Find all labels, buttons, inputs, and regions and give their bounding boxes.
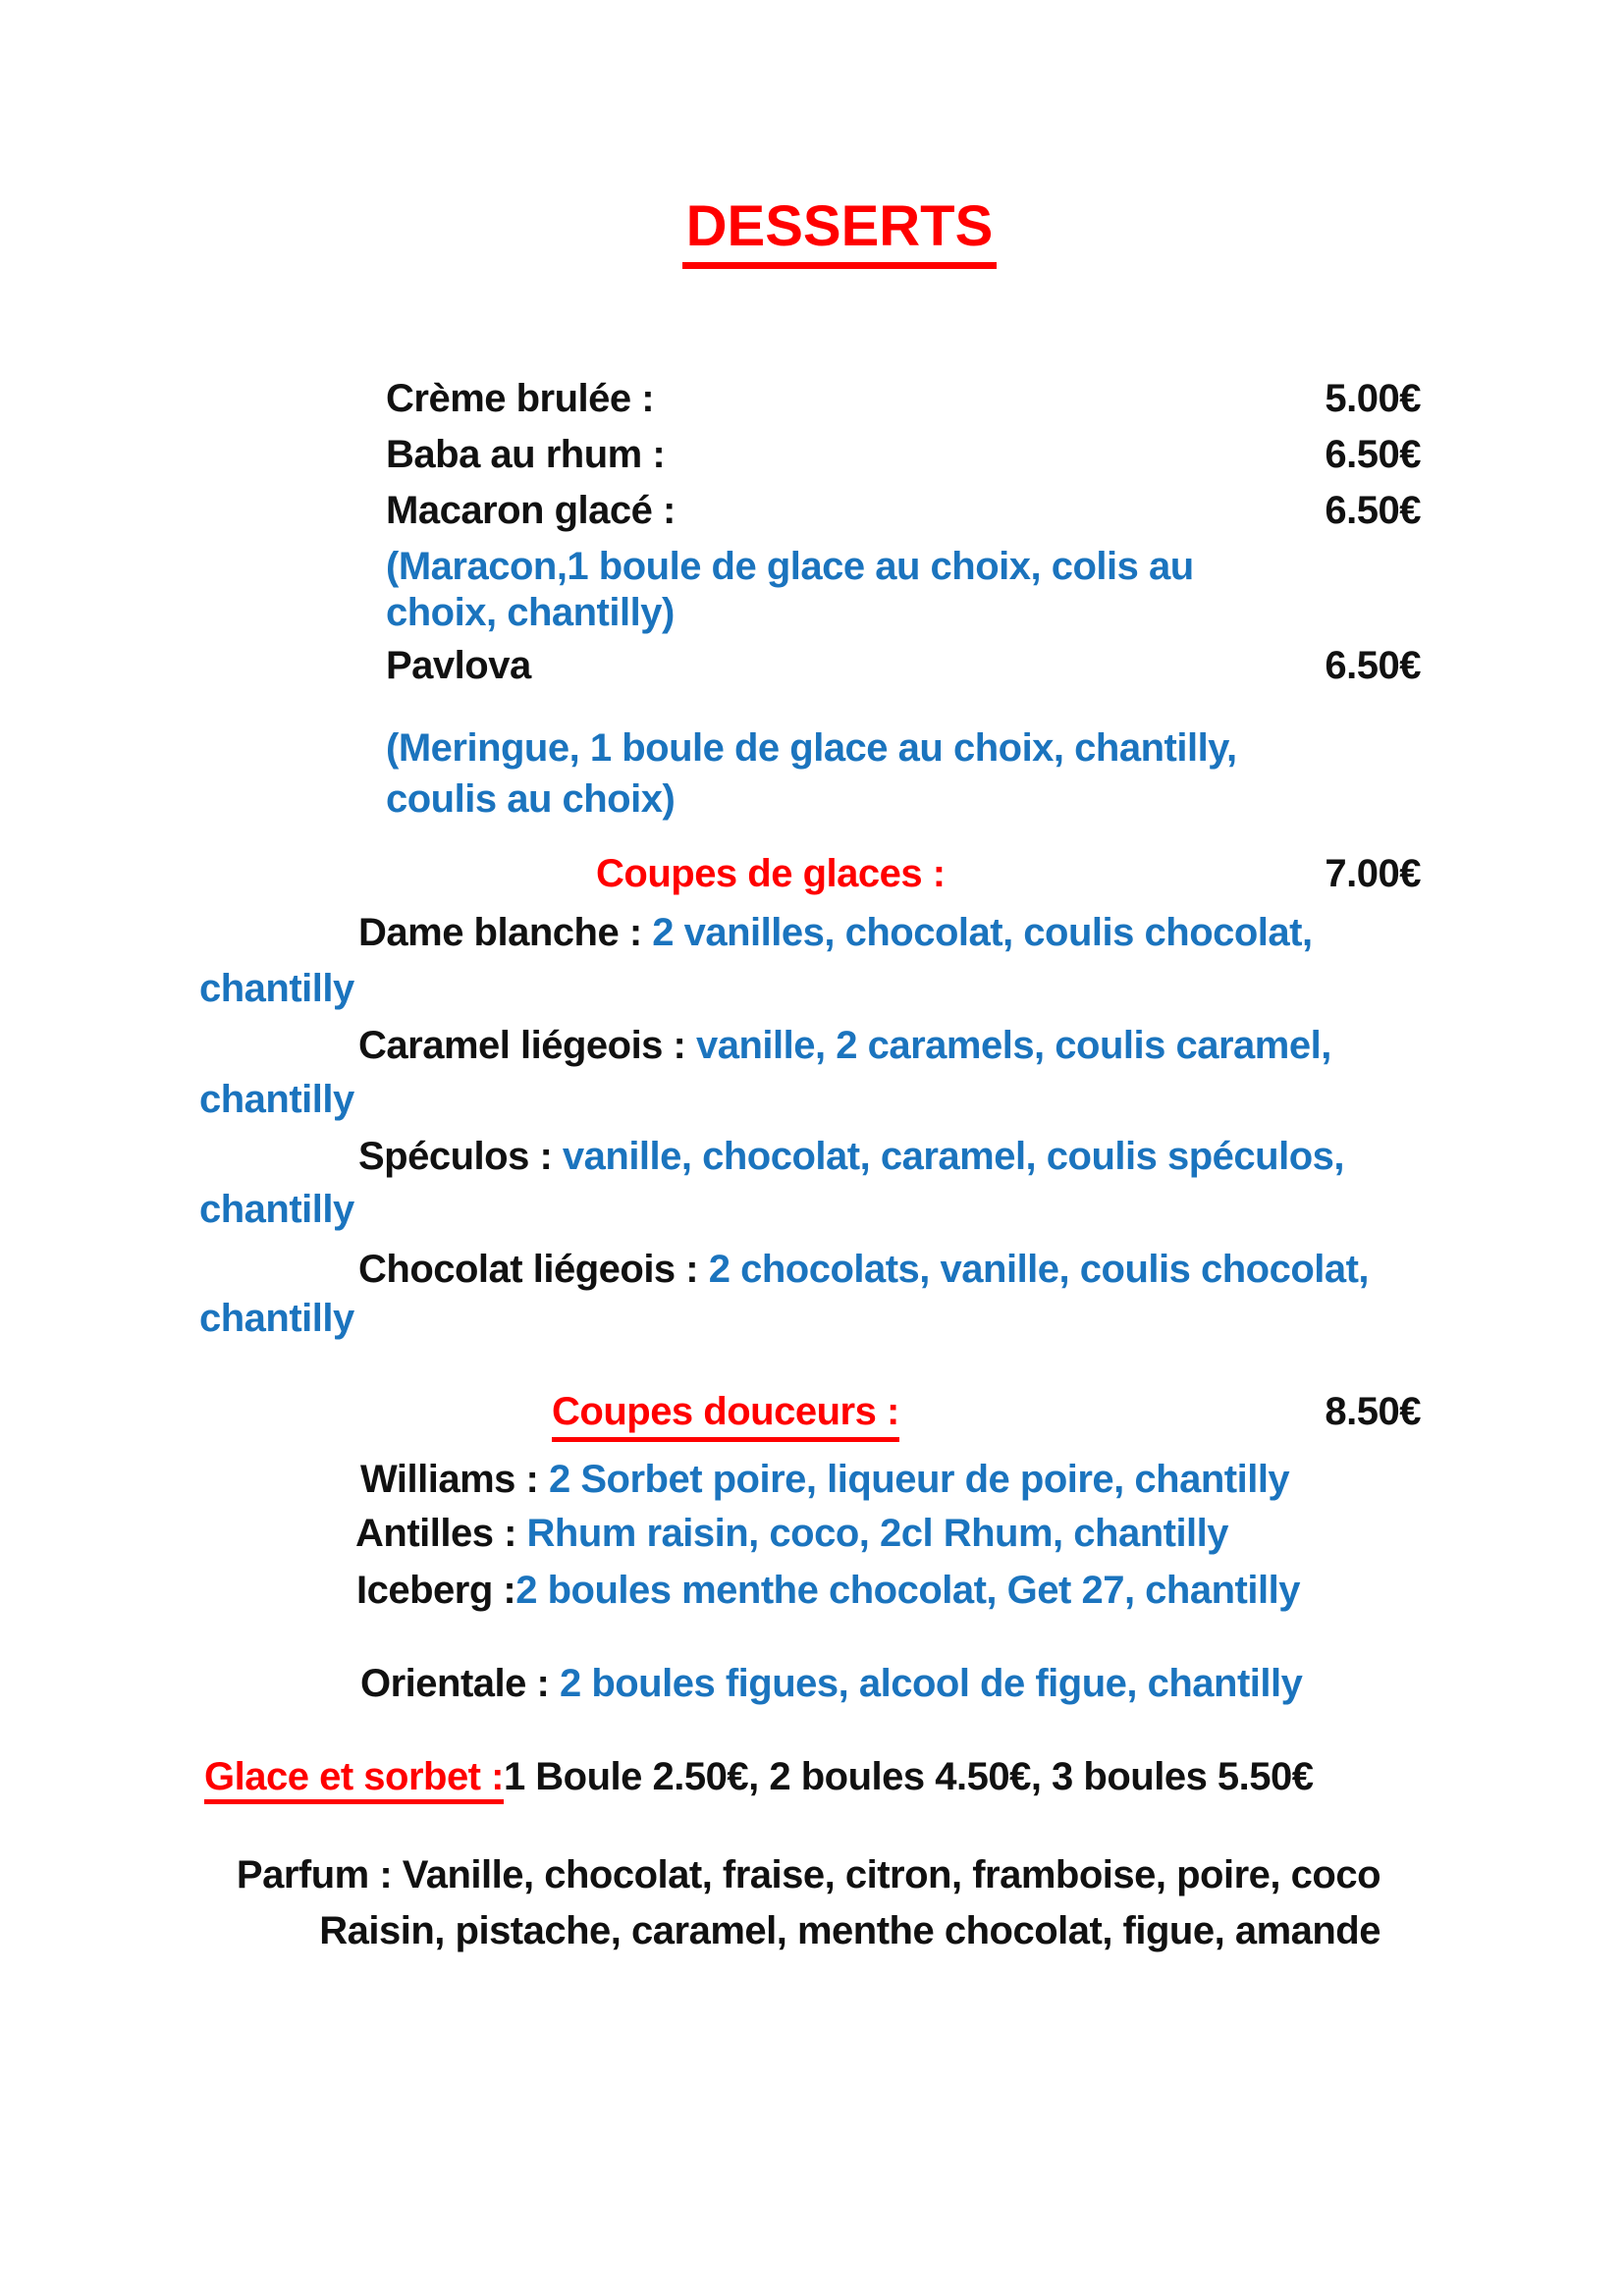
menu-item-row	[386, 375, 1421, 423]
coupe-label: Iceberg :	[356, 1569, 516, 1612]
coupe-entry-line	[358, 1246, 1369, 1294]
menu-item-row	[386, 487, 1421, 535]
glace-et-sorbet-label: Glace et sorbet :	[204, 1755, 504, 1804]
coupe-desc: vanille, chocolat, caramel, coulis spéculos,	[562, 1135, 1344, 1178]
section-price: 7.00€	[1325, 852, 1421, 895]
page-title-wrap	[0, 195, 1624, 269]
coupe-wrap-line: chantilly	[199, 1297, 354, 1340]
item-price: 6.50€	[1325, 644, 1421, 687]
coupe-desc: 2 chocolats, vanille, coulis chocolat,	[708, 1248, 1370, 1291]
coupe-wrap-line: chantilly	[199, 1188, 354, 1231]
pavlova-note-line: (Meringue, 1 boule de glace au choix, chantilly,	[386, 726, 1237, 770]
coupe-desc: 2 Sorbet poire, liqueur de poire, chantilly	[548, 1458, 1290, 1501]
coupe-label: Orientale :	[360, 1662, 560, 1705]
coupe-desc: 2 boules figues, alcool de figue, chantilly	[559, 1662, 1303, 1705]
coupe-label: Dame blanche :	[358, 911, 653, 954]
item-name: Crème brulée :	[386, 377, 655, 420]
macaron-note-line: (Maracon,1 boule de glace au choix, colis au	[386, 545, 1194, 588]
section-heading: Coupes de glaces :	[596, 852, 946, 895]
item-name: Pavlova	[386, 644, 531, 687]
section-heading: Coupes douceurs :	[552, 1388, 899, 1442]
parfum-line: Raisin, pistache, caramel, menthe chocolat, figue, amande	[319, 1909, 1380, 1952]
coupe-entry-line	[360, 1456, 1289, 1504]
coupe-desc: 2 vanilles, chocolat, coulis chocolat,	[652, 911, 1313, 954]
pavlova-note-line: coulis au choix)	[386, 777, 676, 821]
coupe-label: Spéculos :	[358, 1135, 563, 1178]
coupe-entry-line	[360, 1660, 1302, 1708]
coupe-wrap-line: chantilly	[199, 1078, 354, 1121]
section-price: 8.50€	[1325, 1390, 1421, 1433]
coupes-de-glaces-heading-row	[596, 850, 1421, 898]
macaron-note-line: choix, chantilly)	[386, 591, 675, 634]
page-title: DESSERTS	[682, 195, 998, 269]
coupe-label: Caramel liégeois :	[358, 1024, 696, 1067]
item-price: 6.50€	[1325, 433, 1421, 476]
coupe-entry-line	[358, 1022, 1331, 1070]
coupe-label: Antilles :	[355, 1512, 527, 1555]
item-price: 6.50€	[1325, 489, 1421, 532]
coupe-desc: vanille, 2 caramels, coulis caramel,	[695, 1024, 1331, 1067]
coupe-desc: 2 boules menthe chocolat, Get 27, chantilly	[515, 1569, 1300, 1612]
item-name: Baba au rhum :	[386, 433, 666, 476]
menu-item-row	[386, 642, 1421, 690]
coupe-label: Chocolat liégeois :	[358, 1248, 709, 1291]
coupe-wrap-line: chantilly	[199, 967, 354, 1010]
parfum-line: Parfum : Vanille, chocolat, fraise, citron, framboise, poire, coco	[236, 1853, 1380, 1896]
coupe-desc: Rhum raisin, coco, 2cl Rhum, chantilly	[526, 1512, 1229, 1555]
coupes-douceurs-heading-row	[552, 1388, 1421, 1442]
coupe-entry-line	[355, 1510, 1228, 1558]
coupe-entry-line	[356, 1567, 1300, 1615]
parfum-block	[0, 1847, 1380, 1959]
item-price: 5.00€	[1325, 377, 1421, 420]
glace-et-sorbet-prices: 1 Boule 2.50€, 2 boules 4.50€, 3 boules 5.50€	[503, 1755, 1314, 1798]
item-name: Macaron glacé :	[386, 489, 676, 532]
coupe-label: Williams :	[360, 1458, 549, 1501]
coupe-entry-line	[358, 909, 1313, 957]
menu-item-row	[386, 431, 1421, 479]
coupe-entry-line	[358, 1133, 1344, 1181]
glace-et-sorbet-line	[204, 1753, 1314, 1801]
